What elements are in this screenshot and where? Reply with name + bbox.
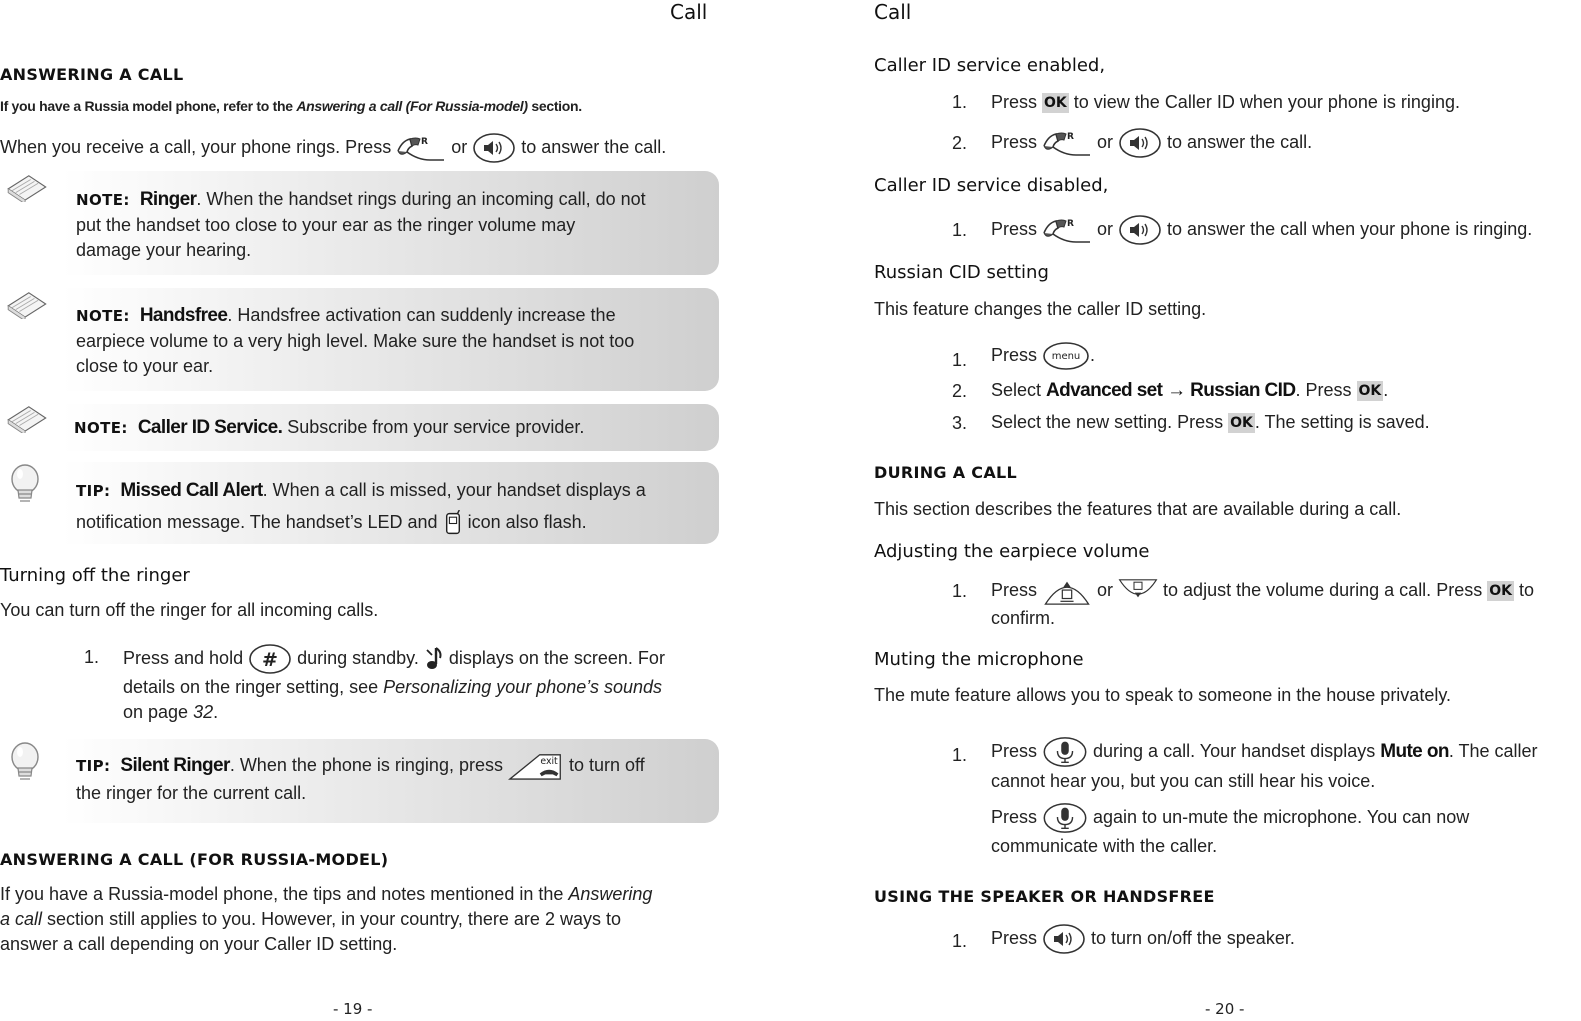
step-line2: details on the ringer setting, see — [123, 677, 384, 697]
tip-label: TIP: — [76, 482, 111, 500]
step-text-b: to answer the call. — [1162, 131, 1313, 152]
menu-term-russian-cid: Russian CID — [1190, 380, 1296, 401]
step-text-a: Press — [991, 131, 1043, 152]
russia-model-heading: ANSWERING A CALL (FOR RUSSIA-MODEL) — [0, 850, 389, 869]
tip-line2: the ringer for the current call. — [76, 783, 307, 803]
speaker-key-icon — [472, 132, 516, 164]
note-label: NOTE: — [74, 419, 128, 437]
step-text-b: . Press — [1295, 380, 1357, 400]
step-or: or — [1092, 218, 1119, 239]
step-number: 1. — [952, 220, 968, 240]
step-number: 1. — [952, 581, 968, 601]
step-or: or — [1092, 579, 1119, 600]
tip-line2b: icon also flash. — [462, 512, 587, 532]
ringer-off-icon — [424, 646, 444, 672]
note-ringer-box — [62, 171, 719, 275]
ringer-off-step — [123, 643, 665, 725]
speaker-key-icon — [1118, 127, 1162, 159]
menu-key-icon — [1042, 341, 1090, 371]
volume-up-key-icon — [1042, 576, 1092, 606]
step-text-a: Press — [991, 579, 1043, 600]
tip-missed-text — [76, 475, 646, 538]
russia-reference-text-a: If you have a Russia model phone, refer to the — [0, 98, 297, 114]
cid-enabled-heading: Caller ID service enabled, — [874, 55, 1106, 76]
tip-label: TIP: — [76, 756, 111, 775]
step-line2: confirm. — [991, 608, 1056, 628]
mute-key-icon — [1042, 802, 1088, 834]
mute-key-icon — [1042, 736, 1088, 768]
answering-heading: ANSWERING A CALL — [0, 65, 184, 84]
intro-or: or — [446, 136, 473, 157]
ok-key: OK — [1358, 383, 1382, 399]
step-number: 3. — [952, 413, 968, 433]
step-text-b: during a call. Your handset displays — [1088, 740, 1381, 761]
step-number: 1. — [952, 931, 968, 951]
cid-disabled-step1 — [991, 214, 1532, 246]
mute-heading: Muting the microphone — [874, 649, 1084, 670]
step-text-c: to — [1513, 579, 1534, 600]
mute-step1-unmute — [991, 802, 1469, 859]
step-text-a: Press and hold — [123, 647, 249, 668]
note-callerid-text — [74, 415, 584, 441]
ok-key: OK — [1489, 582, 1512, 599]
note-line3: close to your ear. — [76, 356, 214, 376]
step-text-a: Press — [991, 344, 1043, 365]
russia-model-text — [0, 882, 652, 957]
speaker-key-icon — [1118, 214, 1162, 246]
answering-intro — [0, 132, 666, 164]
tip-silent-box — [62, 739, 719, 823]
russia-reference-text-b: section. — [527, 98, 582, 114]
note-paper-icon — [4, 403, 48, 433]
step-text-a: Press — [991, 92, 1043, 112]
russia-line1a: If you have a Russia-model phone, the tips and notes mentioned in the — [0, 884, 569, 904]
step-line3b: . — [213, 702, 219, 722]
tip-line2a: notification message. The handset’s LED and — [76, 512, 443, 532]
tip-bulb-icon — [8, 740, 42, 786]
step-number: 2. — [952, 133, 968, 153]
intro-text-a: When you receive a call, your phone rings. Press — [0, 136, 397, 157]
step-number: 1. — [952, 92, 968, 112]
step-text-c: . The caller — [1448, 740, 1538, 761]
step-number: 2. — [952, 381, 968, 401]
exit-key-icon — [508, 751, 564, 781]
speaker-key-icon — [1042, 923, 1086, 955]
r-talk-key-icon — [1042, 215, 1092, 245]
page-number-left: - 19 - — [333, 1000, 373, 1018]
note-term: Ringer — [139, 189, 197, 210]
russia-reference — [0, 98, 582, 114]
russian-cid-heading: Russian CID setting — [874, 262, 1049, 283]
step-text-b: to answer the call when your phone is ringing. — [1162, 218, 1533, 239]
right-page — [874, 0, 1574, 1021]
display-term-mute-on: Mute on — [1380, 740, 1449, 762]
russia-reference-link[interactable]: Answering a call (For Russia-model) — [296, 98, 528, 114]
step-number: 1. — [952, 745, 968, 765]
russian-cid-intro: This feature changes the caller ID setting. — [874, 299, 1207, 319]
earpiece-heading: Adjusting the earpiece volume — [874, 541, 1150, 562]
step-line2: cannot hear you, but you can still hear his voice. — [991, 771, 1376, 791]
note-paper-icon — [4, 172, 48, 202]
ok-key: OK — [1044, 95, 1067, 111]
page-number-right: - 20 - — [1205, 1000, 1245, 1018]
note-term: Handsfree — [139, 305, 228, 326]
step-italic-ref: Personalizing your phone’s sounds — [383, 677, 663, 697]
hash-key-icon — [248, 643, 292, 675]
step-number: 1. — [952, 350, 968, 370]
intro-text-b: to answer the call. — [516, 136, 667, 157]
cid-enabled-step1 — [991, 90, 1460, 115]
volume-down-key-icon — [1118, 577, 1158, 605]
note-handsfree-box — [62, 288, 719, 391]
step-text-c: . — [1383, 380, 1389, 400]
menu-term-advanced-set: Advanced set — [1046, 380, 1163, 401]
page-header-left: Call — [670, 0, 708, 24]
russian-cid-step2 — [991, 378, 1388, 403]
r-talk-key-icon — [396, 133, 446, 163]
tip-missed-box — [62, 462, 719, 544]
russian-cid-step3 — [991, 410, 1430, 435]
speaker-heading: USING THE SPEAKER OR HANDSFREE — [874, 887, 1215, 906]
ringer-off-intro: You can turn off the ringer for all incoming calls. — [0, 600, 379, 620]
russian-cid-step1 — [991, 341, 1095, 371]
step-line3a: on page — [123, 702, 194, 722]
step-text-b: during standby. — [292, 647, 424, 668]
note-line2: earpiece volume to a very high level. Make sure the handset is not too — [76, 331, 635, 351]
ringer-off-heading: Turning off the ringer — [0, 565, 190, 586]
speaker-step1 — [991, 923, 1295, 955]
note-label: NOTE: — [76, 307, 130, 325]
mute-step1 — [991, 736, 1538, 795]
step-or: or — [1092, 131, 1119, 152]
russia-line1-italic: Answering — [568, 884, 653, 904]
tip-silent-text — [76, 751, 645, 806]
step-text-b: to adjust the volume during a call. Press — [1158, 579, 1488, 600]
ok-key: OK — [1230, 415, 1253, 431]
note-term: Caller ID Service. — [137, 417, 283, 438]
step-line3a: Press — [991, 806, 1043, 827]
cid-disabled-heading: Caller ID service disabled, — [874, 175, 1109, 196]
tip-line1: . When a call is missed, your handset displays a — [262, 480, 646, 500]
cid-enabled-step2 — [991, 127, 1312, 159]
tip-line1b: to turn off — [563, 754, 645, 775]
step-text-b: . — [1090, 344, 1096, 365]
step-text-a: Select the new setting. Press — [991, 412, 1229, 432]
step-text-a: Select — [991, 380, 1047, 400]
note-ringer-text — [76, 187, 646, 263]
step-line4: communicate with the caller. — [991, 836, 1218, 856]
note-line2: put the handset too close to your ear as the ringer volume may — [76, 215, 576, 235]
step-text-b: to view the Caller ID when your phone is ringing. — [1068, 92, 1460, 112]
note-line3: damage your hearing. — [76, 240, 252, 260]
step-text-a: Press — [991, 218, 1043, 239]
step-line3b: again to un-mute the microphone. You can now — [1088, 806, 1470, 827]
note-label: NOTE: — [76, 191, 130, 209]
note-callerid-box — [62, 404, 719, 451]
step-text-a: Press — [991, 927, 1043, 948]
r-talk-key-icon — [1042, 128, 1092, 158]
step-page-ref: 32 — [193, 702, 214, 722]
russia-line2b: section still applies to you. However, in your country, there are 2 ways to — [42, 909, 621, 929]
step-text-b: . The setting is saved. — [1254, 412, 1430, 432]
note-handsfree-text — [76, 303, 634, 379]
arrow-right-icon: → — [1162, 380, 1191, 401]
tip-term: Missed Call Alert — [120, 480, 263, 501]
step-number: 1. — [84, 647, 100, 667]
note-line1: . When the handset rings during an incoming call, do not — [196, 189, 646, 209]
russia-line3: answer a call depending on your Caller ID setting. — [0, 934, 398, 954]
tip-bulb-icon — [8, 462, 42, 508]
left-page — [0, 0, 730, 1021]
note-paper-icon — [4, 289, 48, 319]
mute-intro: The mute feature allows you to speak to someone in the house privately. — [874, 685, 1451, 705]
missed-call-handset-icon — [443, 510, 463, 537]
step-text-c: displays on the screen. For — [443, 647, 665, 668]
note-line1: . Handsfree activation can suddenly increase the — [227, 305, 616, 325]
tip-line1a: . When the phone is ringing, press — [229, 754, 508, 775]
russia-line2-italic: a call — [0, 909, 43, 929]
earpiece-step1 — [991, 576, 1534, 631]
page-header-right: Call — [874, 0, 912, 24]
tip-term: Silent Ringer — [120, 754, 230, 776]
step-text-a: Press — [991, 740, 1043, 761]
during-call-intro: This section describes the features that are available during a call. — [874, 499, 1402, 519]
note-text: Subscribe from your service provider. — [282, 417, 585, 437]
during-call-heading: DURING A CALL — [874, 463, 1018, 482]
step-text-b: to turn on/off the speaker. — [1086, 927, 1295, 948]
